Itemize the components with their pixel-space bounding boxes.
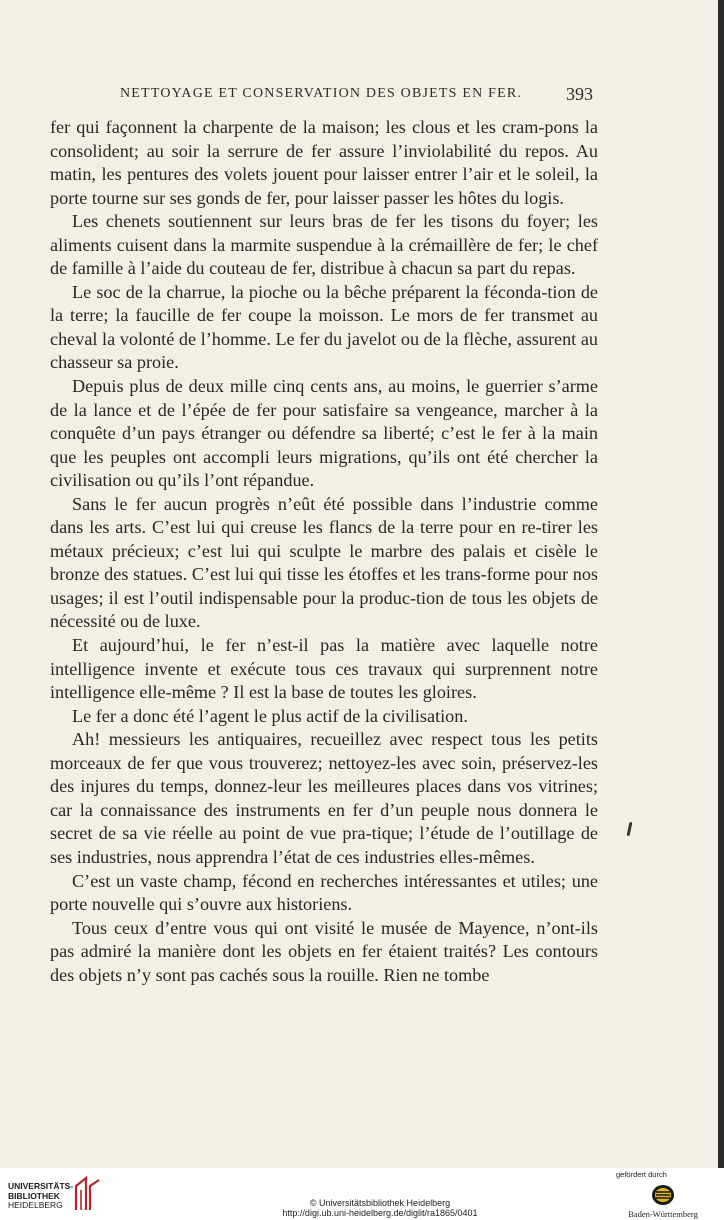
library-logo-icon bbox=[72, 1176, 102, 1212]
sponsor-block bbox=[608, 1170, 718, 1219]
paragraph: Depuis plus de deux mille cinq cents ans, au moins, le guerrier s’arme de la lance et de l’épée de fer pour satisfaire sa vengeance, marcher à la conquête d’un pays étranger ou défendre sa liberté; c’est le fer à la main que les peuples ont accompli leurs migrations, qu’ils ont été chercher la civilisation ou qu’ils l’ont répandue. bbox=[50, 376, 598, 491]
digitization-footer bbox=[0, 1168, 724, 1220]
copyright-text: © Universitätsbibliothek Heidelberg bbox=[309, 1198, 451, 1208]
library-name bbox=[8, 1182, 72, 1211]
paragraph: Les chenets soutiennent sur leurs bras de fer les tisons du foyer; les aliments cuisent dans la marmite suspendue à la crémaillère de fer; le chef de famille à l’aide du couteau de fer, distribue à chacun sa part du repas. bbox=[50, 211, 598, 279]
page-number: 393 bbox=[566, 84, 593, 104]
paragraph: Le fer a donc été l’agent le plus actif de la civilisation. bbox=[72, 705, 468, 726]
body-text bbox=[50, 116, 598, 987]
paragraph: fer qui façonnent la charpente de la maison; les clous et les cram-pons la consolident; au soir la serrure de fer assure l’inviolabilité du repos. Au matin, les pentures des volets jouent pour laisser entrer l’air et le soleil, la porte tourne sur ses gonds de fer, pour laisser passer les hôtes du logis. bbox=[50, 117, 598, 208]
paragraph: Tous ceux d’entre vous qui ont visité le musée de Mayence, n’ont-ils pas admiré la manière dont les objets en fer étaient traités? Les contours des objets n’y sont pas cachés sous la rouille. Rien ne tombe bbox=[50, 917, 598, 985]
library-line: UNIVERSITÄTS- bbox=[8, 1181, 74, 1191]
library-line: BIBLIOTHEK bbox=[8, 1190, 60, 1201]
source-url[interactable]: http://digi.ub.uni-heidelberg.de/diglit/ra1865/0401 bbox=[282, 1208, 478, 1218]
copyright-notice bbox=[240, 1198, 520, 1218]
library-line: HEIDELBERG bbox=[8, 1200, 63, 1210]
paragraph: C’est un vaste champ, fécond en recherches intéressantes et utiles; une porte nouvelle qui s’ouvre aux historiens. bbox=[50, 870, 598, 915]
sponsor-label: gefördert durch bbox=[616, 1170, 667, 1179]
coat-of-arms-icon bbox=[650, 1183, 676, 1207]
margin-pencil-mark bbox=[627, 822, 633, 836]
paragraph: Et aujourd’hui, le fer n’est-il pas la matière avec laquelle notre intelligence invente et exécute tous ces travaux qui surprennent notre intelligence elle-même ? Il est la base de toutes les gloires. bbox=[50, 635, 598, 703]
running-title: NETTOYAGE ET CONSERVATION DES OBJETS EN FER. bbox=[120, 86, 523, 101]
sponsor-name: Baden-Württemberg bbox=[628, 1209, 698, 1219]
paragraph: Ah! messieurs les antiquaires, recueillez avec respect tous les petits morceaux de fer que vous trouverez; nettoyez-les avec soin, préservez-les des injures du temps, donnez-leur les meilleures places dans vos vitrines; car la connaissance des instruments en fer d’un peuple nous donnera le secret de sa vie réelle au point de vue pra-tique; l’étude de l’outillage de ses industries, nous apprendra l’état de ces industries elles-mêmes. bbox=[50, 729, 598, 867]
paragraph: Le soc de la charrue, la pioche ou la bêche préparent la féconda-tion de la terre; la faucille de fer coupe la moisson. Le mors de fer transmet au cheval la volonté de l’homme. Le fer du javelot ou de la flèche, assurent au chasseur sa proie. bbox=[50, 281, 598, 373]
paragraph: Sans le fer aucun progrès n’eût été possible dans l’industrie comme dans les arts. C’est lui qui creuse les flancs de la terre pour en re-tirer les métaux précieux; c’est lui qui sculpte le marbre des palais et cisèle le bronze des statues. C’est lui qui tisse les étoffes et les trans-forme pour nos usages; il est l’outil indispensable pour la produc-tion de tous les objets de nécessité ou de luxe. bbox=[50, 493, 598, 632]
